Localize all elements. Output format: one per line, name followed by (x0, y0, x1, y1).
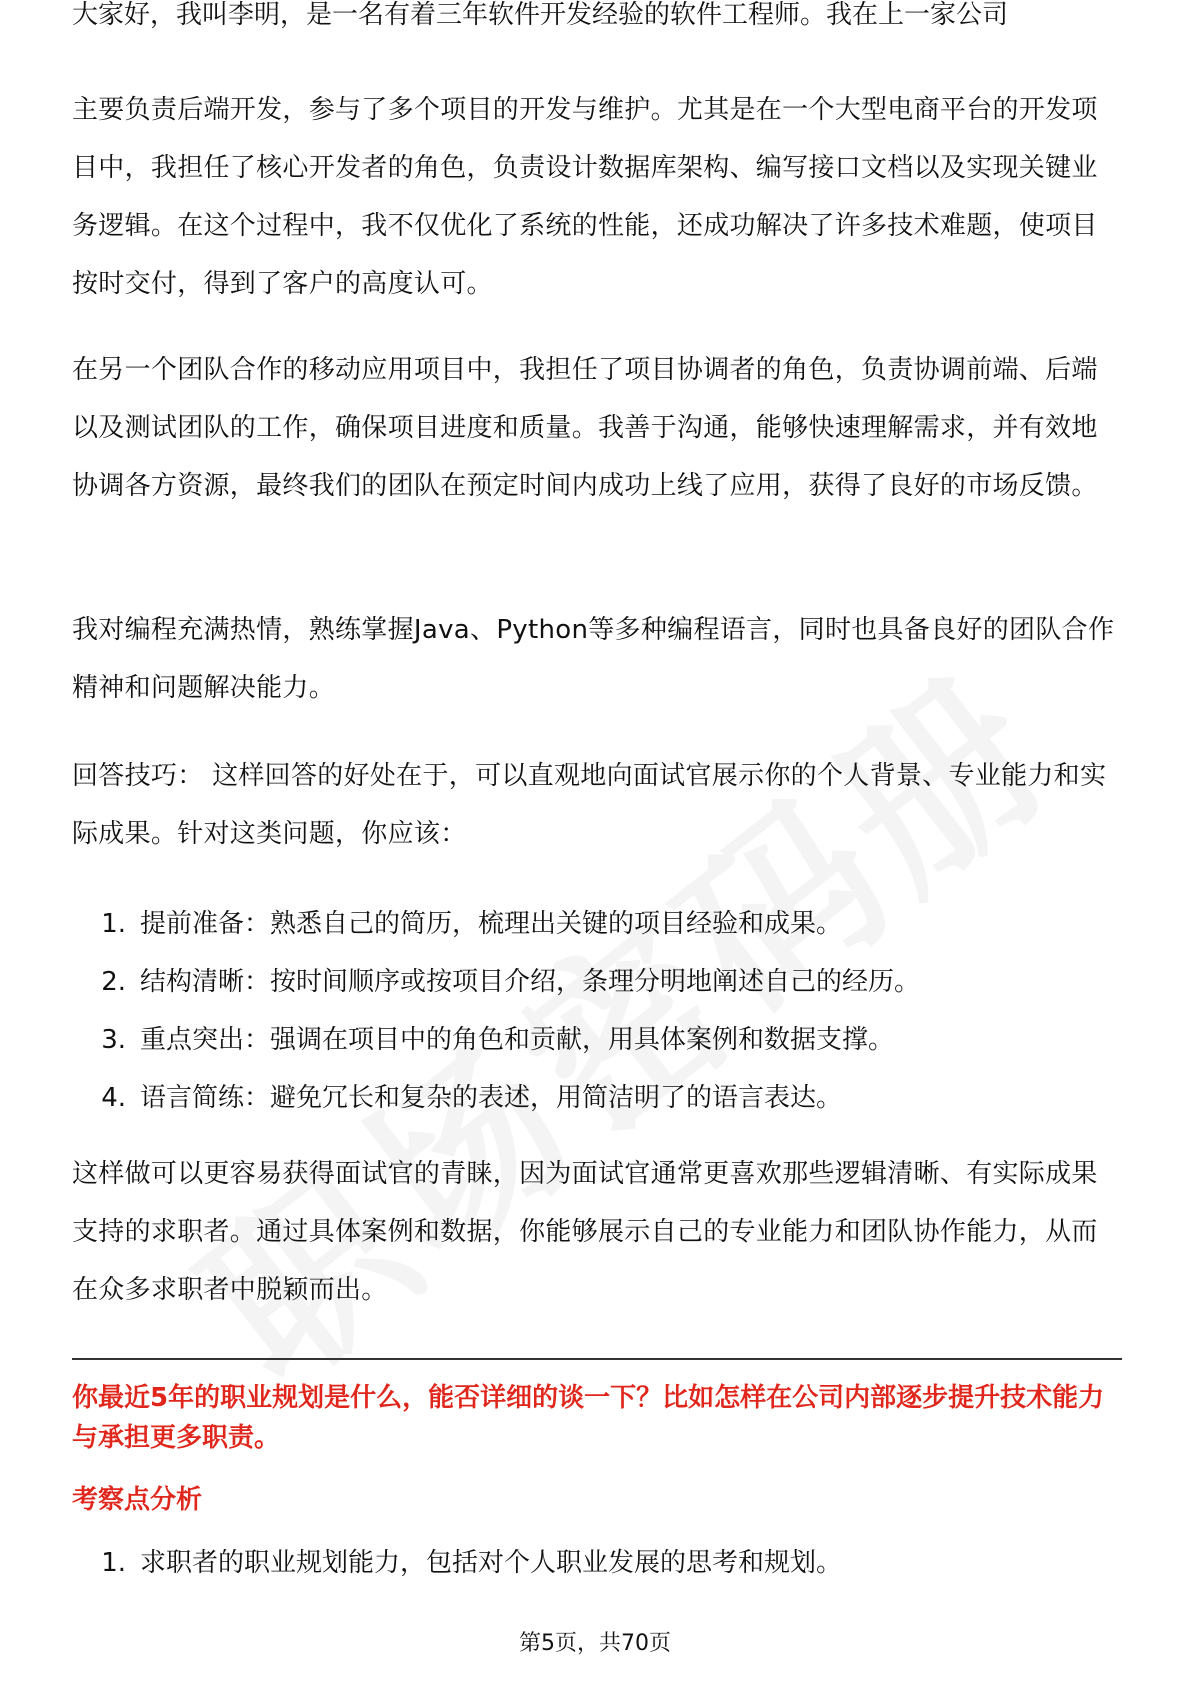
list-item (72, 953, 1122, 1011)
clipped-top-line (72, 0, 1122, 52)
interview-question: 你最近5年的职业规划是什么，能否详细的谈一下？比如怎样在公司内部逐步提升技术能力与承担更多职责。 (72, 1383, 1105, 1453)
list-number: 2. (101, 967, 126, 997)
list-item (72, 895, 1122, 953)
list-number: 4. (101, 1083, 126, 1113)
list-number: 1. (101, 1548, 126, 1578)
page-footer: 第5页，共70页 (519, 1631, 671, 1656)
list-item-text: 提前准备：熟悉自己的简历，梳理出关键的项目经验和成果。 (140, 909, 843, 939)
list-item (72, 1011, 1122, 1069)
list-number: 3. (101, 1025, 126, 1055)
paragraph-conclusion: 这样做可以更容易获得面试官的青睐，因为面试官通常更喜欢那些逻辑清晰、有实际成果支持的求职者。通过具体案例和数据，你能够展示自己的专业能力和团队协作能力，从而在众多求职者中脱颖而出。 (72, 1159, 1098, 1305)
section-divider (72, 1358, 1122, 1360)
paragraph-experience-mobile-app: 在另一个团队合作的移动应用项目中，我担任了项目协调者的角色，负责协调前端、后端以及测试团队的工作，确保项目进度和质量。我善于沟通，能够快速理解需求，并有效地协调各方资源，最终我们的团队在预定时间内成功上线了应用，获得了良好的市场反馈。 (72, 355, 1098, 501)
list-item-text: 语言简练：避免冗长和复杂的表述，用简洁明了的语言表达。 (140, 1083, 843, 1113)
list-number: 1. (101, 909, 126, 939)
paragraph-answer-tips: 回答技巧： 这样回答的好处在于，可以直观地向面试官展示你的个人背景、专业能力和实际成果。针对这类问题，你应该： (72, 761, 1107, 849)
list-item-text: 结构清晰：按时间顺序或按项目介绍，条理分明地阐述自己的经历。 (140, 967, 921, 997)
analysis-list (72, 1543, 1122, 1583)
list-item (72, 1069, 1122, 1127)
list-item-text: 求职者的职业规划能力，包括对个人职业发展的思考和规划。 (140, 1548, 843, 1578)
paragraph-skills: 我对编程充满热情，熟练掌握Java、Python等多种编程语言，同时也具备良好的团队合作精神和问题解决能力。 (72, 615, 1115, 703)
list-item (72, 1543, 1122, 1583)
list-item-text: 重点突出：强调在项目中的角色和贡献，用具体案例和数据支撑。 (140, 1025, 895, 1055)
tips-list (72, 895, 1122, 1127)
section-title-analysis: 考察点分析 (72, 1485, 203, 1515)
clipped-top-line-text: 大家好，我叫李明，是一名有着三年软件开发经验的软件工程师。我在上一家公司 (72, 0, 1009, 30)
paragraph-experience-ecommerce: 主要负责后端开发，参与了多个项目的开发与维护。尤其是在一个大型电商平台的开发项目中，我担任了核心开发者的角色，负责设计数据库架构、编写接口文档以及实现关键业务逻辑。在这个过程中，我不仅优化了系统的性能，还成功解决了许多技术难题，使项目按时交付，得到了客户的高度认可。 (72, 95, 1098, 299)
